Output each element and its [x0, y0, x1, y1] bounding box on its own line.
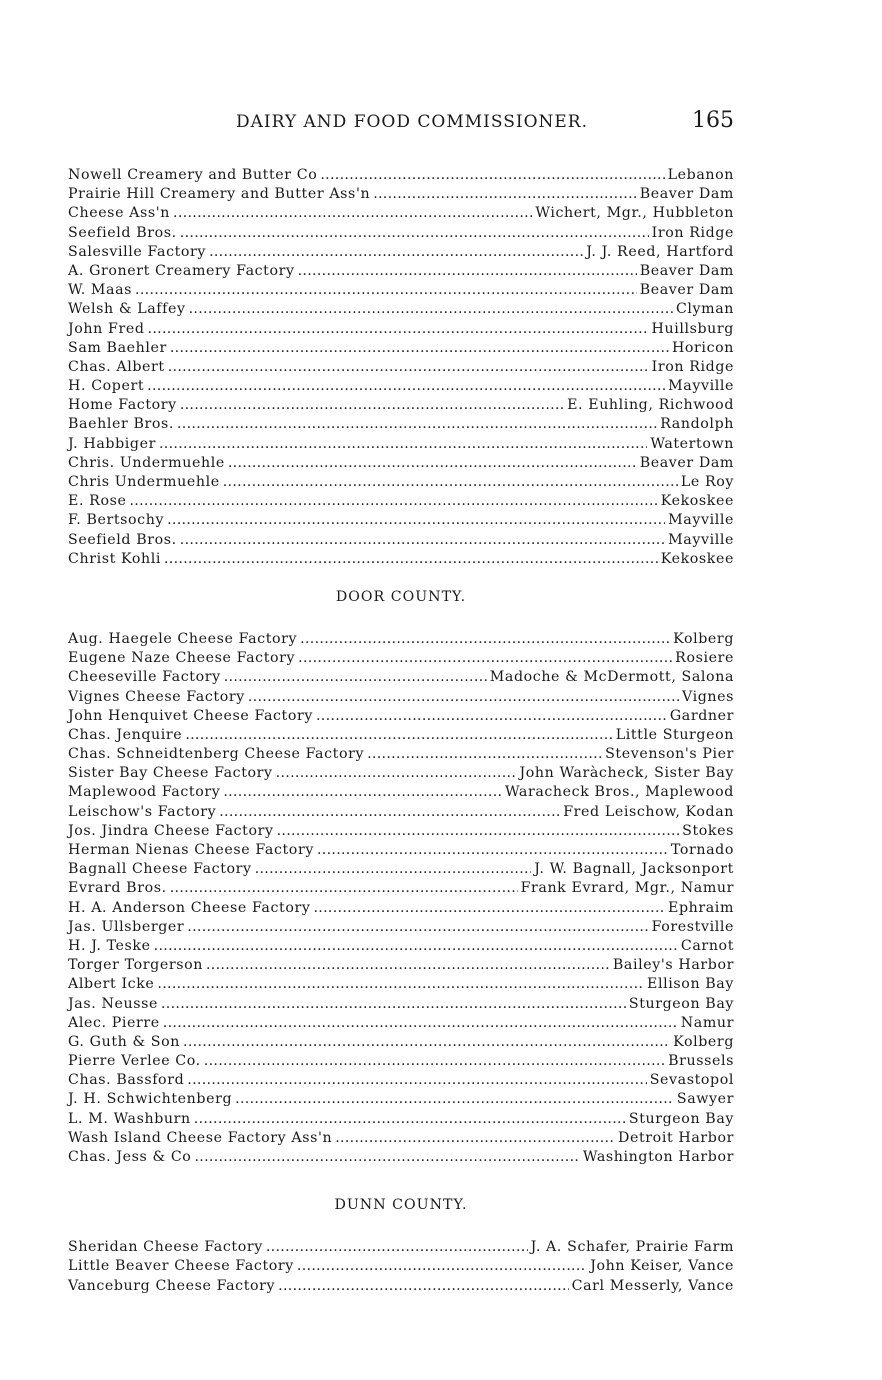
dot-leader: [168, 358, 649, 377]
factory-name: Christ Kohli: [68, 550, 161, 567]
list-item: [68, 879, 734, 898]
factory-location: J. A. Schafer, Prairie Farm: [530, 1239, 734, 1256]
dot-leader: [180, 531, 665, 550]
factory-location: Lebanon: [667, 167, 734, 183]
running-head: [68, 108, 734, 138]
list-item: [68, 1014, 734, 1033]
list-item: [68, 1277, 734, 1296]
factory-name: Jos. Jindra Cheese Factory: [68, 822, 274, 839]
list-item: [68, 649, 734, 668]
factory-name: Alec. Pierre: [68, 1014, 160, 1031]
dot-leader: [228, 454, 637, 473]
factory-location: Little Sturgeon: [615, 726, 734, 743]
list-item: [68, 1129, 734, 1148]
dot-leader: [266, 1238, 528, 1257]
factory-name: Chas. Schneidtenberg Cheese Factory: [68, 746, 365, 763]
factory-location: Randolph: [660, 416, 734, 433]
dot-leader: [278, 1277, 568, 1296]
factory-location: Stokes: [682, 822, 734, 839]
list-item: [68, 1110, 734, 1129]
dot-leader: [335, 1129, 615, 1148]
county-section: [68, 588, 734, 1167]
factory-location: Kekoskee: [660, 550, 734, 567]
factory-name: Welsh & Laffey: [68, 301, 186, 318]
dot-leader: [277, 822, 680, 841]
factory-name: Chas. Bassford: [68, 1072, 185, 1089]
factory-location: Horicon: [671, 339, 734, 356]
factory-location: Beaver Dam: [639, 454, 734, 471]
dot-leader: [316, 707, 667, 726]
factory-location: Vignes: [681, 688, 734, 705]
list-item: [68, 204, 734, 223]
factory-location: Sevastopol: [649, 1072, 734, 1089]
dot-leader: [204, 1052, 665, 1071]
county-section: [68, 166, 734, 569]
factory-location: Washington Harbor: [582, 1149, 734, 1165]
dot-leader: [255, 860, 532, 879]
dot-leader: [298, 649, 672, 668]
factory-name: Chas. Albert: [68, 358, 165, 375]
factory-name: Jas. Ullsberger: [68, 918, 185, 935]
factory-location: Iron Ridge: [651, 224, 734, 241]
factory-name: Nowell Creamery and Butter Co: [68, 167, 318, 183]
factory-name: Maplewood Factory: [68, 784, 221, 801]
directory-listing: [68, 166, 734, 1296]
dot-leader: [159, 435, 647, 454]
factory-location: Carl Messerly, Vance: [571, 1277, 734, 1294]
dot-leader: [297, 1257, 587, 1276]
factory-name: Cheeseville Factory: [68, 669, 221, 686]
factory-location: Sturgeon Bay: [628, 1110, 734, 1127]
dot-leader: [373, 185, 637, 204]
list-item: [68, 841, 734, 860]
factory-location: Bailey's Harbor: [612, 957, 734, 974]
dot-leader: [194, 1110, 626, 1129]
factory-name: Vanceburg Cheese Factory: [68, 1277, 276, 1294]
dot-leader: [164, 550, 658, 569]
list-item: [68, 726, 734, 745]
list-item: [68, 339, 734, 358]
dot-leader: [187, 918, 648, 937]
factory-location: John Waràcheck, Sister Bay: [519, 765, 734, 782]
dot-leader: [183, 1033, 670, 1052]
dot-leader: [177, 415, 657, 434]
factory-name: Chas. Jess & Co: [68, 1149, 192, 1165]
list-item: [68, 1148, 734, 1167]
factory-name: Baehler Bros.: [68, 416, 174, 433]
factory-location: Beaver Dam: [639, 262, 734, 279]
dot-leader: [300, 630, 670, 649]
factory-name: Albert Icke: [68, 976, 155, 993]
factory-name: Sam Baehler: [68, 339, 167, 356]
county-section: [68, 1196, 734, 1296]
dot-leader: [219, 803, 560, 822]
factory-name: Salesville Factory: [68, 243, 207, 260]
dot-leader: [320, 166, 664, 185]
dot-leader: [317, 841, 668, 860]
factory-name: H. A. Anderson Cheese Factory: [68, 899, 311, 916]
dot-leader: [223, 783, 502, 802]
list-item: [68, 415, 734, 434]
factory-location: Beaver Dam: [639, 186, 734, 203]
dot-leader: [209, 243, 583, 262]
factory-name: Chas. Jenquire: [68, 726, 183, 743]
list-item: [68, 918, 734, 937]
list-item: [68, 995, 734, 1014]
dot-leader: [173, 204, 532, 223]
factory-name: W. Maas: [68, 282, 133, 299]
dot-leader: [170, 879, 518, 898]
factory-name: L. M. Washburn: [68, 1110, 191, 1127]
list-item: [68, 783, 734, 802]
list-item: [68, 1071, 734, 1090]
dot-leader: [224, 668, 487, 687]
factory-name: H. J. Teske: [68, 937, 151, 954]
dot-leader: [170, 339, 669, 358]
factory-name: Wash Island Cheese Factory Ass'n: [68, 1129, 333, 1146]
list-item: [68, 473, 734, 492]
page-number: 165: [692, 108, 734, 133]
factory-name: Vignes Cheese Factory: [68, 688, 245, 705]
factory-name: Cheese Ass'n: [68, 205, 171, 222]
factory-name: Seefield Bros.: [68, 224, 177, 241]
list-item: [68, 745, 734, 764]
factory-name: F. Bertsochy: [68, 512, 165, 529]
list-item: [68, 320, 734, 339]
factory-name: Prairie Hill Creamery and Butter Ass'n: [68, 186, 371, 203]
factory-name: John Henquivet Cheese Factory: [68, 707, 313, 724]
factory-location: Sawyer: [676, 1091, 734, 1108]
factory-location: Wichert, Mgr., Hubbleton: [535, 205, 734, 222]
factory-location: Tornado: [670, 842, 734, 858]
list-item: [68, 377, 734, 396]
factory-location: John Keiser, Vance: [590, 1258, 734, 1275]
factory-name: Chris. Undermuehle: [68, 454, 225, 471]
factory-name: Seefield Bros.: [68, 531, 177, 548]
dot-leader: [147, 377, 665, 396]
factory-name: Home Factory: [68, 397, 177, 414]
list-item: [68, 975, 734, 994]
dot-leader: [187, 1071, 646, 1090]
factory-location: Detroit Harbor: [618, 1129, 734, 1146]
factory-location: Ephraim: [667, 899, 734, 916]
list-item: [68, 956, 734, 975]
list-item: [68, 262, 734, 281]
factory-name: John Fred: [68, 320, 145, 337]
list-item: [68, 224, 734, 243]
factory-location: Mayville: [668, 531, 734, 548]
dot-leader: [135, 281, 637, 300]
factory-location: Fred Leischow, Kodan: [563, 803, 734, 820]
list-item: [68, 899, 734, 918]
list-item: [68, 630, 734, 649]
list-item: [68, 185, 734, 204]
dot-leader: [298, 262, 637, 281]
factory-name: J. H. Schwichtenberg: [68, 1091, 233, 1108]
factory-name: Eugene Naze Cheese Factory: [68, 650, 296, 667]
list-item: [68, 550, 734, 569]
list-item: [68, 281, 734, 300]
list-item: [68, 1033, 734, 1052]
dot-leader: [167, 511, 665, 530]
dot-leader: [235, 1090, 674, 1109]
factory-name: Little Beaver Cheese Factory: [68, 1258, 294, 1275]
factory-name: Aug. Haegele Cheese Factory: [68, 630, 298, 647]
list-item: [68, 454, 734, 473]
factory-location: Namur: [680, 1014, 734, 1031]
factory-name: G. Guth & Son: [68, 1033, 181, 1050]
list-item: [68, 1052, 734, 1071]
factory-location: Iron Ridge: [651, 358, 734, 375]
list-item: [68, 492, 734, 511]
factory-name: Evrard Bros.: [68, 880, 167, 897]
factory-location: Kolberg: [673, 1033, 734, 1050]
dot-leader: [148, 320, 649, 339]
list-item: [68, 531, 734, 550]
factory-location: Mayville: [668, 378, 734, 395]
factory-location: Kekoskee: [660, 493, 734, 510]
factory-name: Herman Nienas Cheese Factory: [68, 842, 314, 858]
dot-leader: [367, 745, 602, 764]
list-item: [68, 707, 734, 726]
factory-name: Pierre Verlee Co.: [68, 1053, 201, 1070]
page-title: DAIRY AND FOOD COMMISSIONER.: [235, 112, 589, 132]
list-item: [68, 396, 734, 415]
factory-name: Leischow's Factory: [68, 803, 217, 820]
factory-location: Madoche & McDermott, Salona: [489, 669, 734, 686]
list-item: [68, 822, 734, 841]
list-item: [68, 511, 734, 530]
factory-name: H. Copert: [68, 378, 145, 395]
dot-leader: [157, 975, 644, 994]
list-item: [68, 668, 734, 687]
list-item: [68, 166, 734, 185]
factory-location: Le Roy: [680, 474, 734, 490]
list-item: [68, 1238, 734, 1257]
dot-leader: [223, 473, 678, 492]
factory-name: Sheridan Cheese Factory: [68, 1239, 263, 1256]
list-item: [68, 860, 734, 879]
list-item: [68, 358, 734, 377]
dot-leader: [248, 688, 679, 707]
factory-location: Rosiere: [675, 650, 734, 667]
dot-leader: [313, 899, 665, 918]
factory-location: Gardner: [669, 707, 734, 724]
factory-name: Jas. Neusse: [68, 995, 158, 1012]
factory-name: J. Habbiger: [68, 435, 156, 452]
factory-location: Frank Evrard, Mgr., Namur: [520, 880, 734, 897]
factory-location: Sturgeon Bay: [628, 995, 734, 1012]
factory-location: Clyman: [675, 301, 734, 318]
factory-location: Ellison Bay: [647, 976, 734, 993]
dot-leader: [189, 300, 673, 319]
factory-location: Huillsburg: [651, 320, 734, 337]
factory-location: J. J. Reed, Hartford: [586, 243, 734, 260]
dot-leader: [129, 492, 657, 511]
county-heading: DOOR COUNTY.: [335, 588, 467, 605]
dot-leader: [276, 764, 517, 783]
dot-leader: [206, 956, 610, 975]
document-page: [68, 108, 734, 1296]
dot-leader: [154, 937, 678, 956]
dot-leader: [161, 995, 626, 1014]
factory-location: Beaver Dam: [639, 282, 734, 299]
factory-location: Kolberg: [673, 630, 734, 647]
factory-name: E. Rose: [68, 493, 127, 510]
list-item: [68, 1257, 734, 1276]
factory-name: Chris Undermuehle: [68, 474, 220, 490]
factory-location: Stevenson's Pier: [605, 746, 734, 763]
list-item: [68, 300, 734, 319]
factory-name: A. Gronert Creamery Factory: [68, 262, 295, 279]
factory-location: Waracheck Bros., Maplewood: [504, 784, 734, 801]
factory-name: Torger Torgerson: [68, 957, 203, 974]
county-heading: DUNN COUNTY.: [334, 1197, 468, 1214]
list-item: [68, 435, 734, 454]
dot-leader: [185, 726, 612, 745]
factory-location: J. W. Bagnall, Jacksonport: [534, 861, 734, 878]
dot-leader: [180, 224, 649, 243]
factory-location: E. Euhling, Richwood: [567, 397, 734, 414]
list-item: [68, 764, 734, 783]
list-item: [68, 937, 734, 956]
list-item: [68, 1090, 734, 1109]
dot-leader: [194, 1148, 579, 1167]
factory-location: Brussels: [668, 1053, 734, 1070]
factory-name: Bagnall Cheese Factory: [68, 861, 252, 878]
dot-leader: [180, 396, 564, 415]
dot-leader: [163, 1014, 678, 1033]
list-item: [68, 803, 734, 822]
factory-location: Mayville: [668, 512, 734, 529]
factory-location: Watertown: [650, 435, 734, 452]
factory-name: Sister Bay Cheese Factory: [68, 765, 273, 782]
list-item: [68, 688, 734, 707]
factory-location: Carnot: [680, 937, 734, 954]
factory-location: Forestville: [651, 918, 734, 935]
list-item: [68, 243, 734, 262]
